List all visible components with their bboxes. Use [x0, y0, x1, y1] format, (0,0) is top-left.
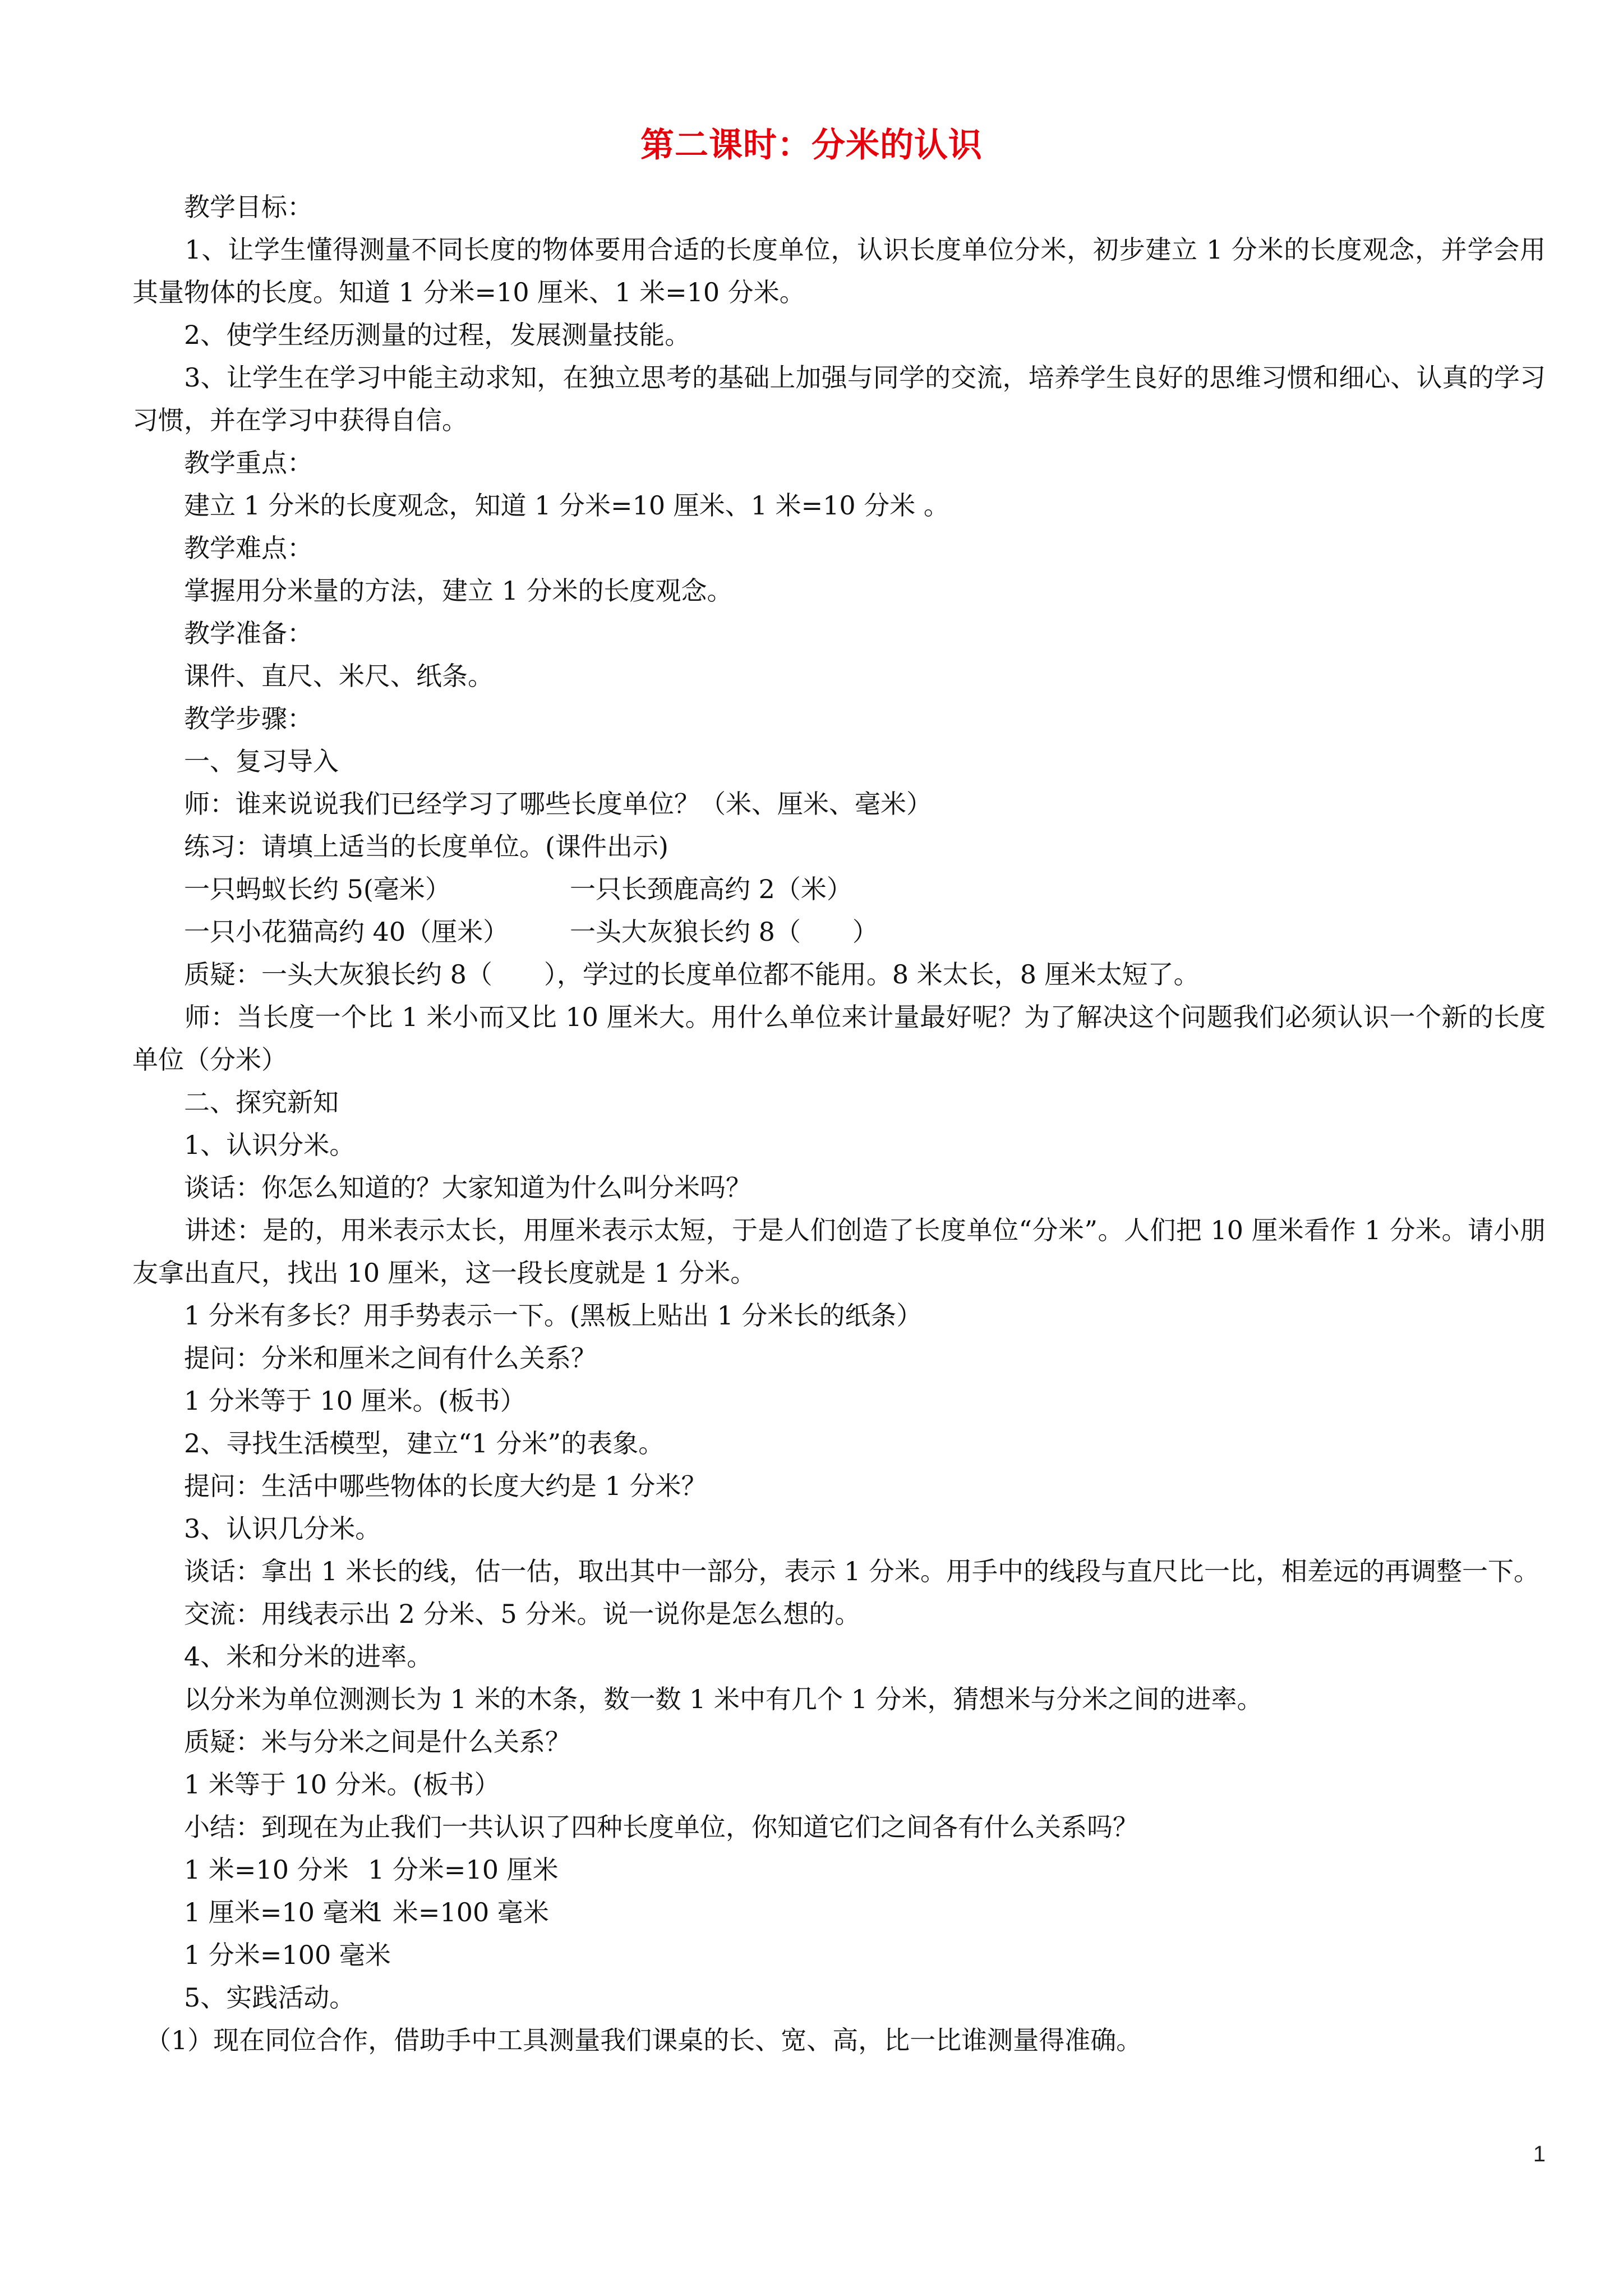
- paragraph: 2、使学生经历测量的过程，发展测量技能。: [132, 320, 691, 350]
- paragraph: 提问：生活中哪些物体的长度大约是 1 分米？: [132, 1471, 707, 1501]
- section-heading: 3、认识几分米。: [132, 1513, 381, 1544]
- relation-row: [132, 1848, 1546, 1891]
- paragraph: 质疑：一头大灰狼长约 8（ ），学过的长度单位都不能用。8 米太长，8 厘米太短了。: [132, 959, 1200, 990]
- section-heading: 2、寻找生活模型，建立“1 分米”的表象。: [132, 1428, 665, 1458]
- relation-left: 1 米=10 分米: [132, 1855, 349, 1885]
- paragraph: 小结：到现在为止我们一共认识了四种长度单位，你知道它们之间各有什么关系吗？: [132, 1812, 1138, 1842]
- paragraph: 掌握用分米量的方法，建立 1 分米的长度观念。: [132, 576, 733, 606]
- exercise-right: 一头大灰狼长约 8（ ）: [570, 917, 878, 947]
- section-heading: 1、认识分米。: [132, 1130, 356, 1160]
- exercise-left: 一只蚂蚁长约 5(毫米）: [132, 874, 451, 904]
- paragraph: 以分米为单位测测长为 1 米的木条，数一数 1 米中有几个 1 分米，猜想米与分米之间的进率。: [132, 1684, 1263, 1714]
- exercise-left: 一只小花猫高约 40（厘米）: [132, 917, 509, 947]
- paragraph: 建立 1 分米的长度观念，知道 1 分米=10 厘米、1 米=10 分米 。: [132, 490, 949, 521]
- paragraph: 质疑：米与分米之间是什么关系？: [132, 1727, 571, 1757]
- relation-left: 1 厘米=10 毫米: [132, 1897, 375, 1927]
- paragraph: 讲述：是的，用米表示太长，用厘米表示太短，于是人们创造了长度单位“分米”。人们把 10 厘米看作 1 分米。请小朋友拿出直尺，找出 10 厘米，这一段长度就是 1 分米。: [132, 1215, 1546, 1288]
- relation-right: 1 分米=10 厘米: [368, 1855, 559, 1885]
- paragraph: 交流：用线表示出 2 分米、5 分米。说一说你是怎么想的。: [132, 1599, 861, 1629]
- paragraph: 提问：分米和厘米之间有什么关系？: [132, 1343, 597, 1373]
- paragraph: 谈话：你怎么知道的？大家知道为什么叫分米吗？: [132, 1172, 751, 1203]
- exercise-row: [132, 868, 1546, 910]
- paragraph: 谈话：拿出 1 米长的线，估一估，取出其中一部分，表示 1 分米。用手中的线段与直尺比一比，相差远的再调整一下。: [132, 1556, 1540, 1586]
- document-body: [132, 186, 1546, 2062]
- paragraph: 1 分米有多长？用手势表示一下。(黑板上贴出 1 分米长的纸条）: [132, 1300, 923, 1331]
- paragraph: 师：当长度一个比 1 米小而又比 10 厘米大。用什么单位来计量最好呢？为了解决这个问题我们必须认识一个新的长度单位（分米）: [132, 1002, 1546, 1075]
- paragraph: 练习：请填上适当的长度单位。(课件出示): [132, 831, 668, 862]
- page-title: 第二课时：分米的认识: [640, 126, 983, 165]
- exercise-right: 一只长颈鹿高约 2（米）: [570, 874, 852, 904]
- section-heading: 教学步骤：: [132, 703, 313, 734]
- page-number: 1: [1533, 2142, 1546, 2166]
- section-heading: 教学重点：: [132, 448, 313, 478]
- relation-row: [132, 1891, 1546, 1934]
- paragraph: 1、让学生懂得测量不同长度的物体要用合适的长度单位，认识长度单位分米，初步建立 1 分米的长度观念，并学会用其量物体的长度。知道 1 分米=10 厘米、1 米=10 分米。: [132, 234, 1546, 307]
- section-heading: 一、复习导入: [132, 746, 339, 776]
- paragraph: 3、让学生在学习中能主动求知，在独立思考的基础上加强与同学的交流，培养学生良好的思维习惯和细心、认真的学习习惯，并在学习中获得自信。: [132, 362, 1546, 435]
- paragraph: 师：谁来说说我们已经学习了哪些长度单位？（米、厘米、毫米）: [132, 789, 932, 819]
- paragraph: 1 分米等于 10 厘米。(板书）: [132, 1386, 526, 1416]
- section-heading: 4、米和分米的进率。: [132, 1641, 433, 1672]
- paragraph: 课件、直尺、米尺、纸条。: [132, 661, 494, 691]
- paragraph: 1 分米=100 毫米: [132, 1940, 391, 1970]
- paragraph: 教学目标：: [132, 192, 313, 222]
- paragraph: （1）现在同位合作，借助手中工具测量我们课桌的长、宽、高，比一比谁测量得准确。: [132, 2025, 1142, 2055]
- relation-right: 1 米=100 毫米: [368, 1897, 549, 1927]
- section-heading: 二、探究新知: [132, 1087, 339, 1117]
- section-heading: 教学准备：: [132, 618, 313, 648]
- exercise-row: [132, 910, 1546, 953]
- paragraph: 1 米等于 10 分米。(板书）: [132, 1769, 500, 1800]
- section-heading: 教学难点：: [132, 533, 313, 563]
- section-heading: 5、实践活动。: [132, 1982, 356, 2013]
